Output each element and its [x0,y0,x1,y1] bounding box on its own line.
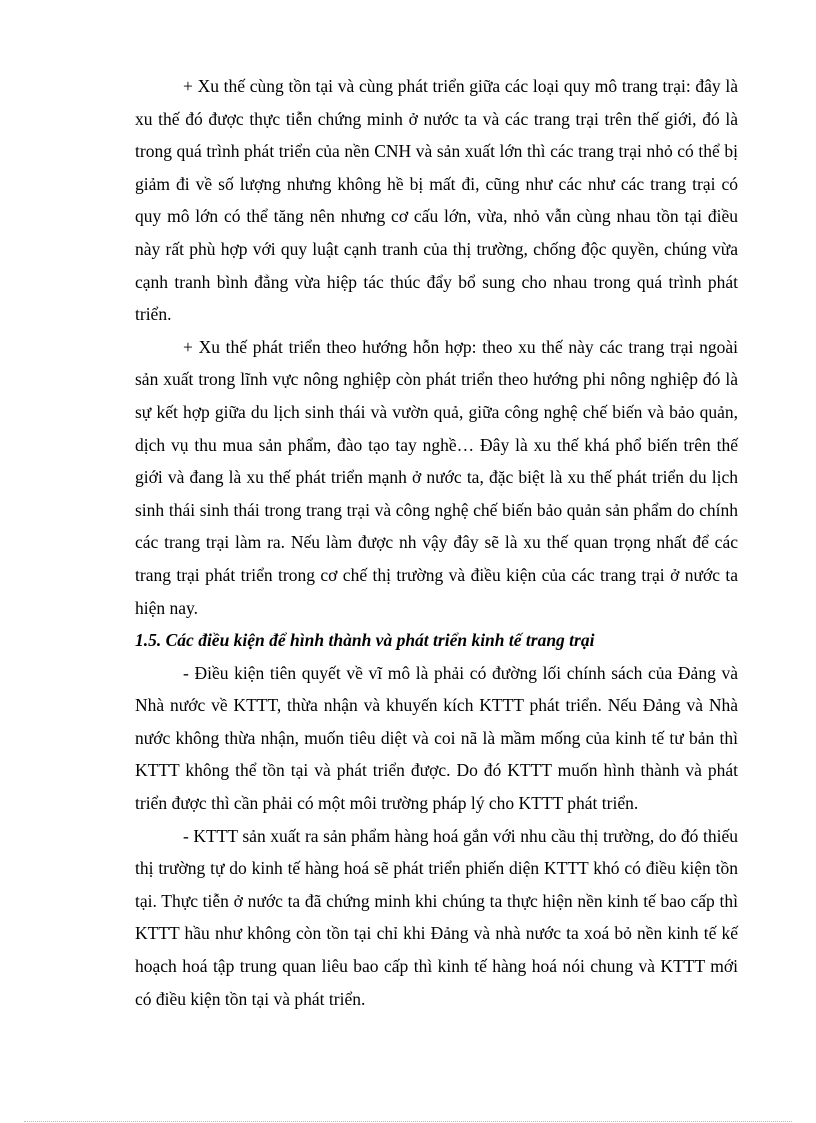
paragraph-condition-policy [135,657,738,820]
section-heading: 1.5. Các điều kiện để hình thành và phát triển kinh tế trang trại [135,630,595,651]
paragraph-trend-mixed [135,331,738,624]
document-page [135,70,738,1015]
paragraph-text: + Xu thế phát triển theo hướng hỗn hợp: theo xu thế này các trang trại ngoài sản xuất trong lĩnh vực nông nghiệp còn phát triển theo hướng phi nông nghiệp đó là sự kết hợp giữa du lịch sinh thái và vườn quả, giữa công nghệ chế biến và bảo quản, dịch vụ thu mua sản phẩm, đào tạo tay nghề… Đây là xu thế khá phổ biến trên thế giới và đang là xu thế phát triển mạnh ở nước ta, đặc biệt là xu thế phát triển du lịch sinh thái sinh thái trong trang trại và công nghệ chế biến bảo quản sản phẩm do chính các trang trại làm ra. Nếu làm được nh vậy đây sẽ là xu thế quan trọng nhất để các trang trại phát triển trong cơ chế thị trường và điều kiện của các trang trại ở nước ta hiện nay. [135,336,738,618]
paragraph-trend-coexistence [135,70,738,331]
paragraph-condition-market [135,820,738,1016]
page-bottom-divider [24,1121,792,1122]
paragraph-text: - Điều kiện tiên quyết về vĩ mô là phải có đường lối chính sách của Đảng và Nhà nước về KTTT, thừa nhận và khuyến kích KTTT phát triển. Nếu Đảng và Nhà nước không thừa nhận, muốn tiêu diệt và coi nã là mầm mống của kinh tế tư bản thì KTTT không thể tồn tại và phát triển được. Do đó KTTT muốn hình thành và phát triển được thì cần phải có một môi trường pháp lý cho KTTT phát triển. [135,662,738,814]
paragraph-text: + Xu thế cùng tồn tại và cùng phát triển giữa các loại quy mô trang trại: đây là xu thế đó được thực tiễn chứng minh ở nước ta và các trang trại trên thế giới, đó là trong quá trình phát triển của nền CNH và sản xuất lớn thì các trang trại nhỏ có thể bị giảm đi về số lượng nhưng không hề bị mất đi, cũng như các như các trang trại có quy mô lớn có thể tăng nên nhưng cơ cấu lớn, vừa, nhỏ vẫn cùng nhau tồn tại điều này rất phù hợp với quy luật cạnh tranh của thị trường, chống độc quyền, chúng vừa cạnh tranh bình đẳng vừa hiệp tác thúc đẩy bổ sung cho nhau trong quá trình phát triển. [135,76,738,325]
paragraph-text: - KTTT sản xuất ra sản phẩm hàng hoá gắn với nhu cầu thị trường, do đó thiếu thị trường tự do kinh tế hàng hoá sẽ phát triển phiến diện KTTT khó có điều kiện tồn tại. Thực tiễn ở nước ta đã chứng minh khi chúng ta thực hiện nền kinh tế bao cấp thì KTTT hầu như không còn tồn tại chỉ khi Đảng và nhà nước ta xoá bỏ nền kinh tế kế hoạch hoá tập trung quan liêu bao cấp thì kinh tế hàng hoá nói chung và KTTT mới có điều kiện tồn tại và phát triển. [135,825,738,1009]
